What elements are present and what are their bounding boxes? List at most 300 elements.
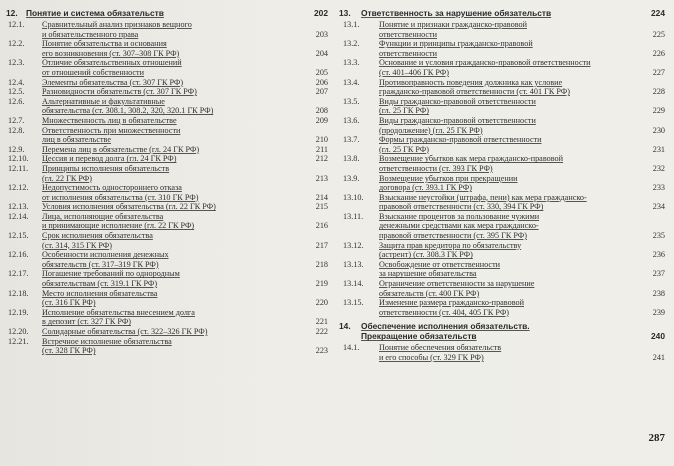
entry-page: 210 — [315, 135, 328, 145]
entry-body — [42, 164, 328, 183]
entry-title-text: Особенности исполнения денежных — [42, 250, 169, 260]
entry-number: 13.2. — [343, 39, 360, 49]
entry-body — [379, 97, 665, 116]
toc-entry — [6, 145, 328, 155]
entry-title-text: Понятие обеспечения обязательств — [379, 343, 502, 353]
entry-title-text: Ответственность при множественности — [42, 125, 181, 135]
entry-title-text: Недопустимость одностороннего отказа — [42, 183, 182, 193]
entry-number: 13.8. — [343, 154, 360, 164]
entry-number: 13. — [339, 8, 351, 18]
entry-body — [379, 279, 665, 298]
toc-entry — [6, 289, 328, 308]
entry-page: 223 — [315, 346, 328, 356]
toc-entry — [6, 154, 328, 164]
entry-title — [42, 327, 328, 337]
entry-title-line — [42, 289, 328, 299]
entry-title — [379, 135, 665, 154]
entry-number: 12.14. — [8, 211, 29, 221]
entry-title-text: Возмещение убытков при прекращении — [379, 173, 518, 183]
entry-title-line — [379, 353, 665, 363]
entry-number: 12.12. — [8, 183, 29, 193]
toc-entry — [6, 250, 328, 269]
entry-number: 12.2. — [8, 39, 25, 49]
entry-title-text: (ст. 314, 315 ГК РФ) — [42, 240, 112, 250]
toc-entry — [6, 87, 328, 97]
toc-entry — [339, 174, 665, 193]
entry-title — [42, 39, 328, 58]
entry-title-text: обязательствам (ст. 319.1 ГК РФ) — [42, 279, 158, 289]
entry-title-text: (гл. 25 ГК РФ) — [379, 106, 429, 116]
entry-body — [42, 126, 328, 145]
entry-title-line — [42, 30, 328, 40]
entry-number: 12.5. — [8, 87, 25, 97]
entry-body — [379, 154, 665, 173]
entry-title-line — [42, 116, 328, 126]
entry-title-line — [379, 250, 665, 260]
entry-number: 12.4. — [8, 77, 25, 87]
entry-title — [42, 78, 328, 88]
toc-entry — [6, 164, 328, 183]
entry-title-line — [379, 231, 665, 241]
entry-title-line — [379, 212, 665, 222]
entry-page: 236 — [652, 250, 665, 260]
toc-entry — [339, 20, 665, 39]
entry-title — [379, 116, 665, 135]
entry-page: 231 — [652, 144, 665, 154]
toc-section-entry — [6, 8, 328, 18]
entry-title — [42, 202, 328, 212]
entry-number: 13.14. — [343, 279, 364, 289]
entry-title-line — [42, 279, 328, 289]
entry-number: 12.8. — [8, 125, 25, 135]
entry-title-text: Множественность лиц в обязательстве — [42, 115, 177, 125]
entry-title-line — [379, 174, 665, 184]
entry-number: 12.3. — [8, 58, 25, 68]
entry-page: 211 — [316, 144, 328, 154]
entry-title-text: ответственности — [379, 29, 438, 39]
entry-page: 230 — [652, 125, 665, 135]
entry-title-line — [379, 20, 665, 30]
entry-body — [379, 193, 665, 212]
entry-body — [379, 343, 665, 362]
entry-number: 13.12. — [343, 240, 364, 250]
toc-entry — [6, 58, 328, 77]
entry-title — [379, 39, 665, 58]
toc-entry — [6, 183, 328, 202]
entry-number: 13.10. — [343, 192, 364, 202]
entry-title-line — [42, 97, 328, 107]
entry-title-text: Формы гражданско-правовой ответственности — [379, 135, 542, 145]
entry-title-line — [42, 20, 328, 30]
entry-title-line — [42, 58, 328, 68]
entry-title-line — [42, 39, 328, 49]
entry-page: 232 — [652, 163, 665, 173]
entry-page: 212 — [315, 154, 328, 164]
entry-body — [42, 78, 328, 88]
toc-entry — [339, 116, 665, 135]
entry-title — [42, 58, 328, 77]
entry-body — [26, 8, 328, 18]
entry-title-line — [42, 49, 328, 59]
entry-title-text: Понятие и система обязательств — [26, 8, 164, 18]
entry-body — [42, 39, 328, 58]
entry-title-text: в депозит (ст. 327 ГК РФ) — [42, 317, 132, 327]
entry-title — [379, 174, 665, 193]
entry-title-line — [42, 126, 328, 136]
entry-body — [379, 298, 665, 317]
toc-entry — [6, 126, 328, 145]
entry-title-text: (ст. 316 ГК РФ) — [42, 298, 96, 308]
page-number: 287 — [648, 432, 665, 444]
entry-title-line — [42, 212, 328, 222]
entry-title-text: Альтернативные и факультативные — [42, 96, 165, 106]
entry-page: 221 — [315, 317, 328, 327]
entry-number: 13.4. — [343, 77, 360, 87]
entry-title-line — [42, 298, 328, 308]
entry-title-line — [42, 327, 328, 337]
entry-title — [42, 269, 328, 288]
entry-page: 202 — [314, 8, 328, 18]
entry-number: 12.21. — [8, 336, 29, 346]
toc-entry — [6, 202, 328, 212]
entry-title-text: ответственности (ст. 393 ГК РФ) — [379, 163, 493, 173]
entry-number: 13.3. — [343, 58, 360, 68]
entry-title — [42, 126, 328, 145]
toc-entry — [339, 39, 665, 58]
entry-title-text: обязательства (ст. 308.1, 308.2, 320, 320.1 ГК РФ) — [42, 106, 214, 116]
entry-page: 207 — [315, 87, 328, 97]
entry-page: 228 — [652, 87, 665, 97]
entry-page: 218 — [315, 259, 328, 269]
entry-title-line — [42, 87, 328, 97]
entry-page: 224 — [651, 8, 665, 18]
entry-title-line — [379, 87, 665, 97]
entry-title-text: Элементы обязательства (ст. 307 ГК РФ) — [42, 77, 184, 87]
entry-body — [42, 269, 328, 288]
entry-title-text: договора (ст. 393.1 ГК РФ) — [379, 183, 472, 193]
toc-entry — [339, 343, 665, 362]
toc-entry — [339, 260, 665, 279]
entry-number: 13.1. — [343, 20, 360, 29]
entry-title-text: Разновидности обязательств (ст. 307 ГК РФ) — [42, 87, 197, 97]
entry-body — [42, 231, 328, 250]
entry-page: 233 — [652, 183, 665, 193]
toc-entry — [6, 20, 328, 39]
entry-body — [42, 154, 328, 164]
entry-number: 14.1. — [343, 343, 360, 353]
toc-left-column — [6, 8, 328, 356]
entry-title-text: обязательств (ст. 400 ГК РФ) — [379, 288, 480, 298]
entry-body — [379, 212, 665, 241]
entry-title — [42, 154, 328, 164]
entry-title-line — [42, 308, 328, 318]
entry-title — [379, 260, 665, 279]
entry-title — [42, 231, 328, 250]
entry-page: 205 — [315, 67, 328, 77]
entry-page: 216 — [315, 221, 328, 231]
entry-title-text: Срок исполнения обязательства — [42, 231, 153, 241]
entry-title-text: денежными средствами как мера гражданско- — [379, 221, 539, 231]
entry-page: 215 — [315, 202, 328, 212]
entry-page: 241 — [652, 353, 665, 362]
entry-body — [379, 20, 665, 39]
entry-number: 13.7. — [343, 135, 360, 145]
entry-title — [379, 78, 665, 97]
toc-entry — [339, 193, 665, 212]
entry-title-text: и принимающие исполнение (гл. 22 ГК РФ) — [42, 221, 195, 231]
entry-title-text: Условия исполнения обязательства (гл. 22 ГК РФ) — [42, 202, 216, 212]
entry-title-text: Прекращение обязательств — [361, 331, 477, 342]
toc-entry — [6, 231, 328, 250]
entry-title-text: Погашение требований по однородным — [42, 269, 180, 279]
entry-title-text: Встречное исполнение обязательства — [42, 336, 172, 346]
entry-title-text: Ограничение ответственности за нарушение — [379, 279, 535, 289]
entry-page: 208 — [315, 106, 328, 116]
entry-number: 12.9. — [8, 144, 25, 154]
entry-number: 12.6. — [8, 96, 25, 106]
entry-title-text: правовой ответственности (ст. 395 ГК РФ) — [379, 231, 527, 241]
entry-title-text: Виды гражданско-правовой ответственности — [379, 115, 536, 125]
entry-title — [361, 8, 665, 18]
entry-body — [379, 39, 665, 58]
entry-title-line — [379, 289, 665, 299]
entry-title-line — [379, 116, 665, 126]
entry-title — [42, 289, 328, 308]
entry-title-line — [379, 308, 665, 318]
entry-title-line — [42, 193, 328, 203]
entry-page: 227 — [652, 67, 665, 77]
entry-number: 13.13. — [343, 259, 364, 269]
toc-entry — [6, 308, 328, 327]
entry-title-line — [42, 154, 328, 164]
entry-title-text: Защита прав кредитора по обязательству — [379, 240, 522, 250]
entry-title-text: Исполнение обязательства внесением долга — [42, 307, 195, 317]
entry-body — [379, 78, 665, 97]
entry-number: 12.20. — [8, 327, 29, 336]
entry-page: 225 — [652, 29, 665, 39]
entry-page: 234 — [652, 202, 665, 212]
entry-title — [361, 321, 665, 341]
toc-section-entry — [339, 8, 665, 18]
entry-body — [42, 327, 328, 337]
entry-title-text: Место исполнения обязательства — [42, 288, 158, 298]
toc-entry — [6, 116, 328, 126]
entry-title — [42, 164, 328, 183]
entry-title — [379, 298, 665, 317]
entry-title — [379, 279, 665, 298]
entry-title-text: и обязательственного права — [42, 29, 139, 39]
entry-number: 12.17. — [8, 269, 29, 279]
entry-body — [42, 58, 328, 77]
toc-entry — [339, 212, 665, 241]
entry-title — [379, 154, 665, 173]
entry-title-text: (гл. 25 ГК РФ) — [379, 144, 429, 154]
entry-title — [42, 337, 328, 356]
entry-title — [42, 308, 328, 327]
entry-title-text: Понятие и признаки гражданско-правовой — [379, 20, 527, 29]
entry-page: 219 — [315, 279, 328, 289]
entry-title-line — [379, 343, 665, 353]
entry-body — [42, 20, 328, 39]
entry-body — [42, 337, 328, 356]
entry-body — [42, 212, 328, 231]
entry-title-line — [379, 260, 665, 270]
entry-body — [42, 308, 328, 327]
toc-entry — [339, 135, 665, 154]
entry-title-text: (ст. 401–406 ГК РФ) — [379, 67, 449, 77]
toc-right-column — [339, 8, 665, 363]
entry-number: 12.11. — [8, 163, 29, 173]
toc-entry — [339, 154, 665, 173]
entry-title-line — [361, 8, 665, 18]
entry-title — [42, 20, 328, 39]
entry-title-line — [42, 231, 328, 241]
toc-section-entry — [339, 321, 665, 341]
entry-number: 13.9. — [343, 173, 360, 183]
toc-entry — [6, 39, 328, 58]
entry-title — [379, 193, 665, 212]
entry-body — [42, 183, 328, 202]
entry-title-line — [42, 202, 328, 212]
toc-entry — [339, 298, 665, 317]
entry-title-text: Перемена лиц в обязательстве (гл. 24 ГК РФ) — [42, 144, 200, 154]
entry-page: 209 — [315, 115, 328, 125]
entry-title-line — [379, 126, 665, 136]
entry-title-text: лиц в обязательстве — [42, 135, 111, 145]
entry-title — [379, 58, 665, 77]
entry-title-line — [42, 260, 328, 270]
entry-title-text: Основание и условия гражданско-правовой ответственности — [379, 58, 591, 68]
entry-title-line — [379, 30, 665, 40]
entry-body — [361, 321, 665, 341]
entry-title — [42, 97, 328, 116]
entry-title-line — [42, 145, 328, 155]
entry-title-text: (астрент) (ст. 308.3 ГК РФ) — [379, 250, 473, 260]
entry-number: 12.10. — [8, 154, 29, 164]
entry-page: 240 — [651, 331, 665, 342]
entry-title-line — [379, 145, 665, 155]
entry-body — [42, 145, 328, 155]
toc-entry — [339, 97, 665, 116]
entry-title-text: Функции и принципы гражданско-правовой — [379, 39, 533, 49]
entry-title-line — [361, 321, 665, 331]
entry-title-line — [42, 106, 328, 116]
toc-entry — [6, 78, 328, 88]
entry-title — [42, 183, 328, 202]
entry-number: 12.1. — [8, 20, 25, 29]
entry-title-text: Понятие обязательства и основания — [42, 39, 167, 49]
toc-entry — [339, 241, 665, 260]
entry-title-line — [42, 250, 328, 260]
entry-title-line — [379, 97, 665, 107]
entry-title — [379, 241, 665, 260]
entry-title-line — [379, 58, 665, 68]
entry-title-text: Взыскание неустойки (штрафа, пени) как мера гражданско- — [379, 192, 587, 202]
entry-title-text: ответственности — [379, 48, 438, 58]
entry-title-line — [42, 346, 328, 356]
entry-page: 239 — [652, 307, 665, 317]
entry-title-text: и его способы (ст. 329 ГК РФ) — [379, 353, 484, 362]
entry-title-line — [379, 298, 665, 308]
entry-title-text: Цессия и перевод долга (гл. 24 ГК РФ) — [42, 154, 177, 164]
entry-page: 235 — [652, 231, 665, 241]
entry-title-text: обязательств (ст. 317–319 ГК РФ) — [42, 259, 159, 269]
entry-title-line — [361, 331, 665, 341]
entry-title-line — [42, 241, 328, 251]
entry-body — [379, 241, 665, 260]
entry-page: 203 — [315, 29, 328, 39]
entry-body — [42, 87, 328, 97]
entry-number: 12.16. — [8, 250, 29, 260]
entry-title — [379, 343, 665, 362]
entry-title-line — [379, 269, 665, 279]
entry-title — [42, 116, 328, 126]
toc-entry — [6, 212, 328, 231]
entry-title-text: Сравнительный анализ признаков вещного — [42, 20, 192, 29]
entry-title — [42, 87, 328, 97]
entry-title-text: Ответственность за нарушение обязательств — [361, 8, 552, 18]
entry-body — [379, 58, 665, 77]
entry-title-line — [42, 68, 328, 78]
entry-body — [42, 116, 328, 126]
entry-title-text: гражданско-правовой ответственности (ст. 401 ГК РФ) — [379, 87, 570, 97]
entry-page: 237 — [652, 269, 665, 279]
entry-number: 13.11. — [343, 211, 364, 221]
entry-page: 226 — [652, 48, 665, 58]
entry-title — [42, 212, 328, 231]
entry-body — [42, 202, 328, 212]
entry-title-text: Обеспечение исполнения обязательств. — [361, 321, 530, 332]
entry-title — [379, 212, 665, 241]
entry-title-text: Взыскание процентов за пользование чужими — [379, 211, 540, 221]
entry-number: 13.15. — [343, 298, 364, 308]
entry-title-text: (ст. 328 ГК РФ) — [42, 346, 96, 356]
entry-title-text: за нарушение обязательства — [379, 269, 477, 279]
entry-title-text: правовой ответственности (ст. 330, 394 ГК РФ) — [379, 202, 544, 212]
toc-entry — [6, 97, 328, 116]
entry-title-line — [379, 193, 665, 203]
entry-title-line — [379, 106, 665, 116]
entry-title-line — [379, 279, 665, 289]
entry-title-line — [26, 8, 328, 18]
entry-body — [379, 260, 665, 279]
entry-body — [379, 135, 665, 154]
entry-number: 13.6. — [343, 115, 360, 125]
entry-title-line — [379, 183, 665, 193]
entry-title-text: его возникновения (ст. 307–308 ГК РФ) — [42, 48, 180, 58]
entry-title-line — [379, 241, 665, 251]
entry-body — [379, 174, 665, 193]
entry-number: 12.18. — [8, 288, 29, 298]
entry-title-line — [379, 202, 665, 212]
toc-entry — [339, 279, 665, 298]
entry-number: 14. — [339, 321, 351, 332]
toc-entry — [339, 58, 665, 77]
entry-body — [379, 116, 665, 135]
entry-title-line — [42, 317, 328, 327]
entry-title-text: Виды гражданско-правовой ответственности — [379, 96, 536, 106]
entry-title-text: (гл. 22 ГК РФ) — [42, 173, 92, 183]
entry-title-text: ответственности (ст. 404, 405 ГК РФ) — [379, 307, 510, 317]
entry-number: 13.5. — [343, 96, 360, 106]
entry-title-text: от исполнения обязательства (ст. 310 ГК РФ) — [42, 192, 199, 202]
entry-page: 206 — [315, 77, 328, 87]
entry-page: 217 — [315, 240, 328, 250]
entry-title-text: Возмещение убытков как мера гражданско-правовой — [379, 154, 564, 164]
toc-entry — [6, 327, 328, 337]
entry-title-text: Отличие обязательственных отношений — [42, 58, 182, 68]
entry-number: 12.13. — [8, 202, 29, 212]
